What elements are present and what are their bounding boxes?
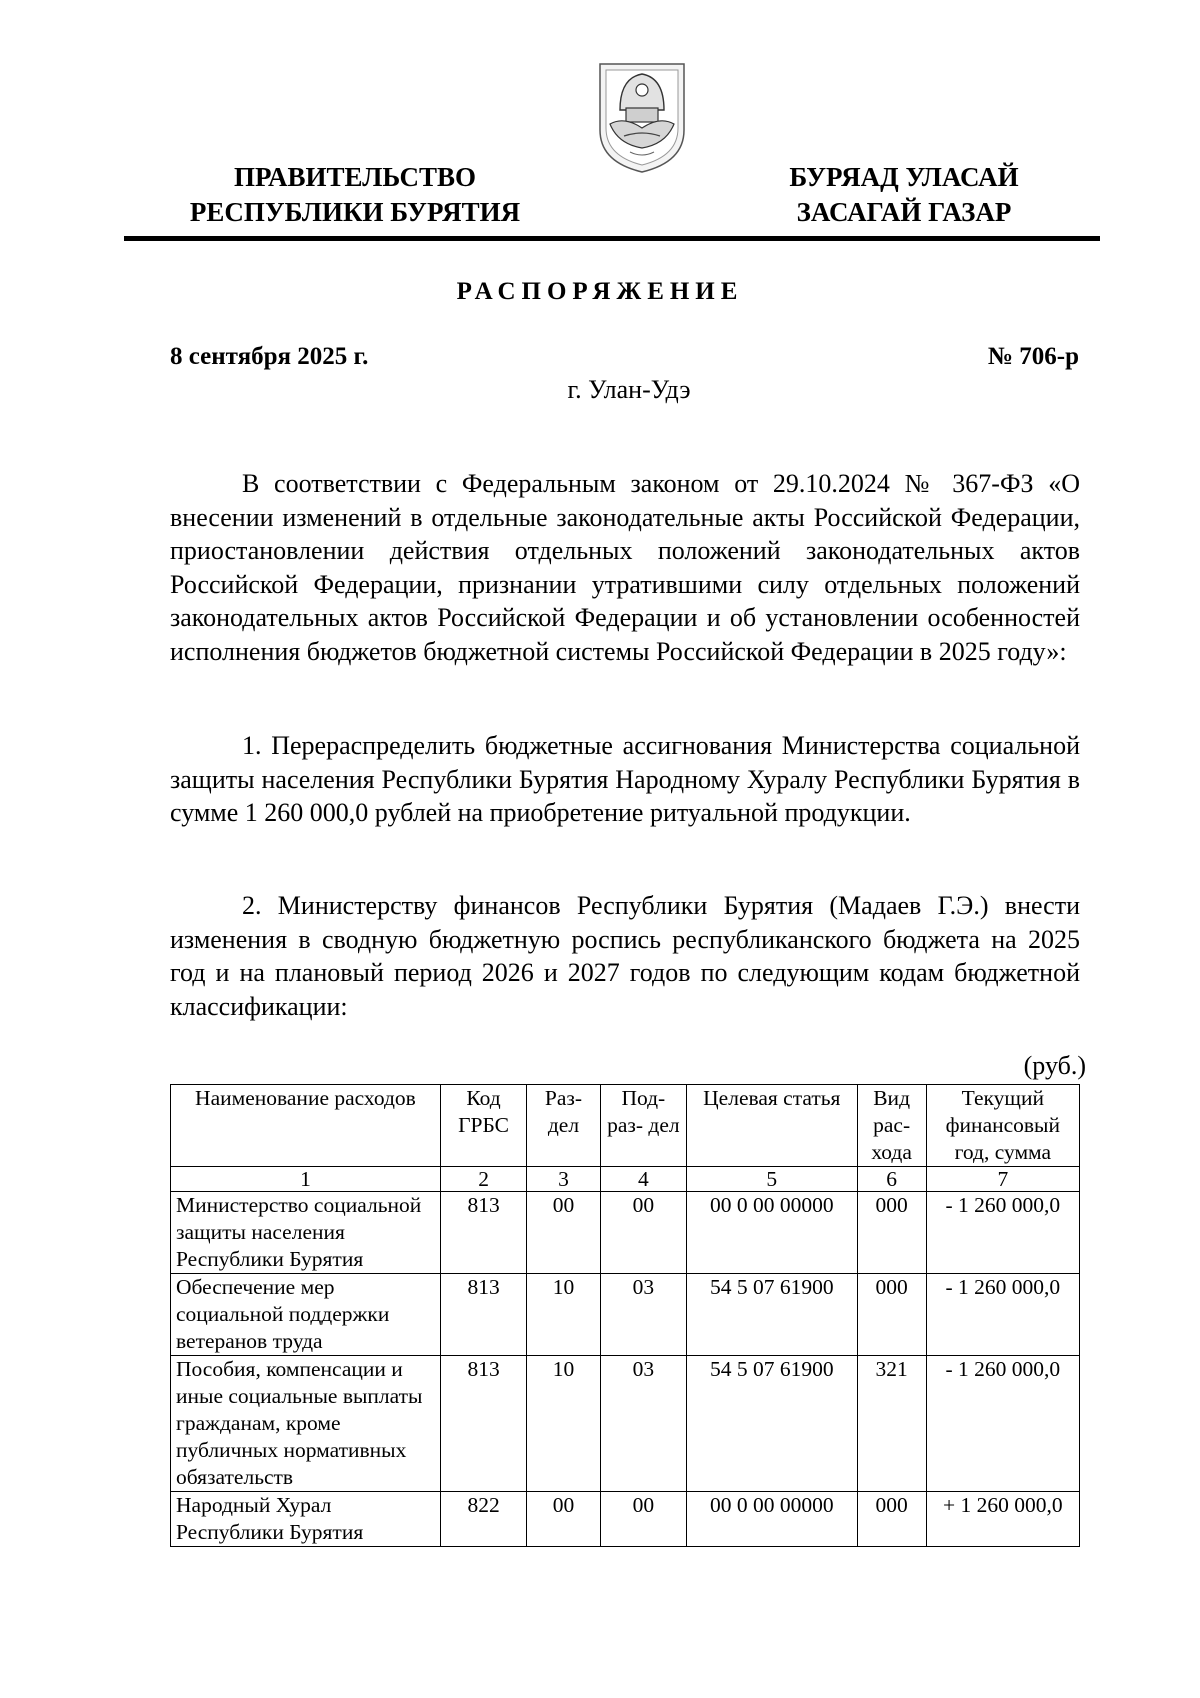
table-index-row bbox=[171, 1167, 1080, 1192]
table-row bbox=[171, 1356, 1080, 1492]
issuer-name-buryat bbox=[734, 160, 1074, 230]
row-section: 10 bbox=[527, 1356, 600, 1492]
row-grbs: 822 bbox=[440, 1492, 526, 1547]
row-amount: + 1 260 000,0 bbox=[926, 1492, 1079, 1547]
budget-classification-table bbox=[170, 1084, 1080, 1547]
document-city: г. Улан-Удэ bbox=[567, 375, 691, 404]
issuer-line-2: РЕСПУБЛИКИ БУРЯТИЯ bbox=[189, 197, 521, 227]
coat-of-arms-buryatia-icon bbox=[594, 58, 690, 176]
row-type: 000 bbox=[857, 1492, 926, 1547]
col-header-subsection: Под- раз- дел bbox=[600, 1085, 686, 1167]
header-divider bbox=[124, 236, 1100, 241]
row-section: 10 bbox=[527, 1274, 600, 1356]
index-cell: 2 bbox=[440, 1167, 526, 1192]
index-cell: 6 bbox=[857, 1167, 926, 1192]
col-header-grbs: Код ГРБС bbox=[440, 1085, 526, 1167]
row-type: 321 bbox=[857, 1356, 926, 1492]
col-header-name: Наименование расходов bbox=[171, 1085, 441, 1167]
table-header-row bbox=[171, 1085, 1080, 1167]
row-subsection: 00 bbox=[600, 1192, 686, 1274]
col-header-type: Вид рас- хода bbox=[857, 1085, 926, 1167]
table-row bbox=[171, 1192, 1080, 1274]
row-type: 000 bbox=[857, 1274, 926, 1356]
index-cell: 3 bbox=[527, 1167, 600, 1192]
row-target: 00 0 00 00000 bbox=[687, 1492, 858, 1547]
index-cell: 1 bbox=[171, 1167, 441, 1192]
table-row bbox=[171, 1274, 1080, 1356]
document-date: 8 сентября 2025 г. bbox=[170, 343, 369, 370]
issuer-buryat-line-1: БУРЯАД УЛАСАЙ bbox=[789, 162, 1019, 192]
row-type: 000 bbox=[857, 1192, 926, 1274]
row-amount: - 1 260 000,0 bbox=[926, 1192, 1079, 1274]
item-1-paragraph: 1. Перераспределить бюджетные ассигнования Министерства социальной защиты населения Республики Бурятия Народному Хуралу Республики Бурятия в сумме 1 260 000,0 рублей на приобретение ритуальной продукции. bbox=[170, 731, 1080, 827]
table-row bbox=[171, 1492, 1080, 1547]
item-2-paragraph: 2. Министерству финансов Республики Бурятия (Мадаев Г.Э.) внести изменения в сводную бюджетную роспись республиканского бюджета на 2025 год и на плановый период 2026 и 2027 годов по следующим кодам бюджетной классификации: bbox=[170, 891, 1080, 1021]
row-grbs: 813 bbox=[440, 1192, 526, 1274]
row-section: 00 bbox=[527, 1492, 600, 1547]
currency-unit-label: (руб.) bbox=[1023, 1051, 1086, 1080]
row-name: Народный Хурал Республики Бурятия bbox=[171, 1492, 441, 1547]
intro-paragraph: В соответствии с Федеральным законом от 29.10.2024 № 367-ФЗ «О внесении изменений в отдельные законодательные акты Российской Федерации, приостановлении действия отдельных положений законодательных актов Российской Федерации, признании утратившими силу отдельных положений законодательных актов Российской Федерации и об установлении особенностей исполнения бюджетов бюджетной системы Российской Федерации в 2025 году»: bbox=[170, 469, 1080, 666]
row-name: Министерство социальной защиты населения Республики Бурятия bbox=[171, 1192, 441, 1274]
index-cell: 5 bbox=[687, 1167, 858, 1192]
issuer-line-1: ПРАВИТЕЛЬСТВО bbox=[233, 162, 477, 192]
issuer-name-russian bbox=[155, 160, 555, 230]
row-subsection: 03 bbox=[600, 1356, 686, 1492]
row-grbs: 813 bbox=[440, 1274, 526, 1356]
index-cell: 4 bbox=[600, 1167, 686, 1192]
row-target: 54 5 07 61900 bbox=[687, 1274, 858, 1356]
row-name: Пособия, компенсации и иные социальные выплаты гражданам, кроме публичных нормативных обязательств bbox=[171, 1356, 441, 1492]
row-amount: - 1 260 000,0 bbox=[926, 1356, 1079, 1492]
row-subsection: 00 bbox=[600, 1492, 686, 1547]
col-header-target: Целевая статья bbox=[687, 1085, 858, 1167]
row-name: Обеспечение мер социальной поддержки ветеранов труда bbox=[171, 1274, 441, 1356]
row-section: 00 bbox=[527, 1192, 600, 1274]
index-cell: 7 bbox=[926, 1167, 1079, 1192]
document-type-title: РАСПОРЯЖЕНИЕ bbox=[456, 278, 744, 305]
col-header-section: Раз- дел bbox=[527, 1085, 600, 1167]
col-header-amount: Текущий финансовый год, сумма bbox=[926, 1085, 1079, 1167]
row-subsection: 03 bbox=[600, 1274, 686, 1356]
row-target: 00 0 00 00000 bbox=[687, 1192, 858, 1274]
row-amount: - 1 260 000,0 bbox=[926, 1274, 1079, 1356]
document-number: № 706-р bbox=[987, 343, 1079, 370]
row-grbs: 813 bbox=[440, 1356, 526, 1492]
issuer-buryat-line-2: ЗАСАГАЙ ГАЗАР bbox=[796, 197, 1012, 227]
row-target: 54 5 07 61900 bbox=[687, 1356, 858, 1492]
